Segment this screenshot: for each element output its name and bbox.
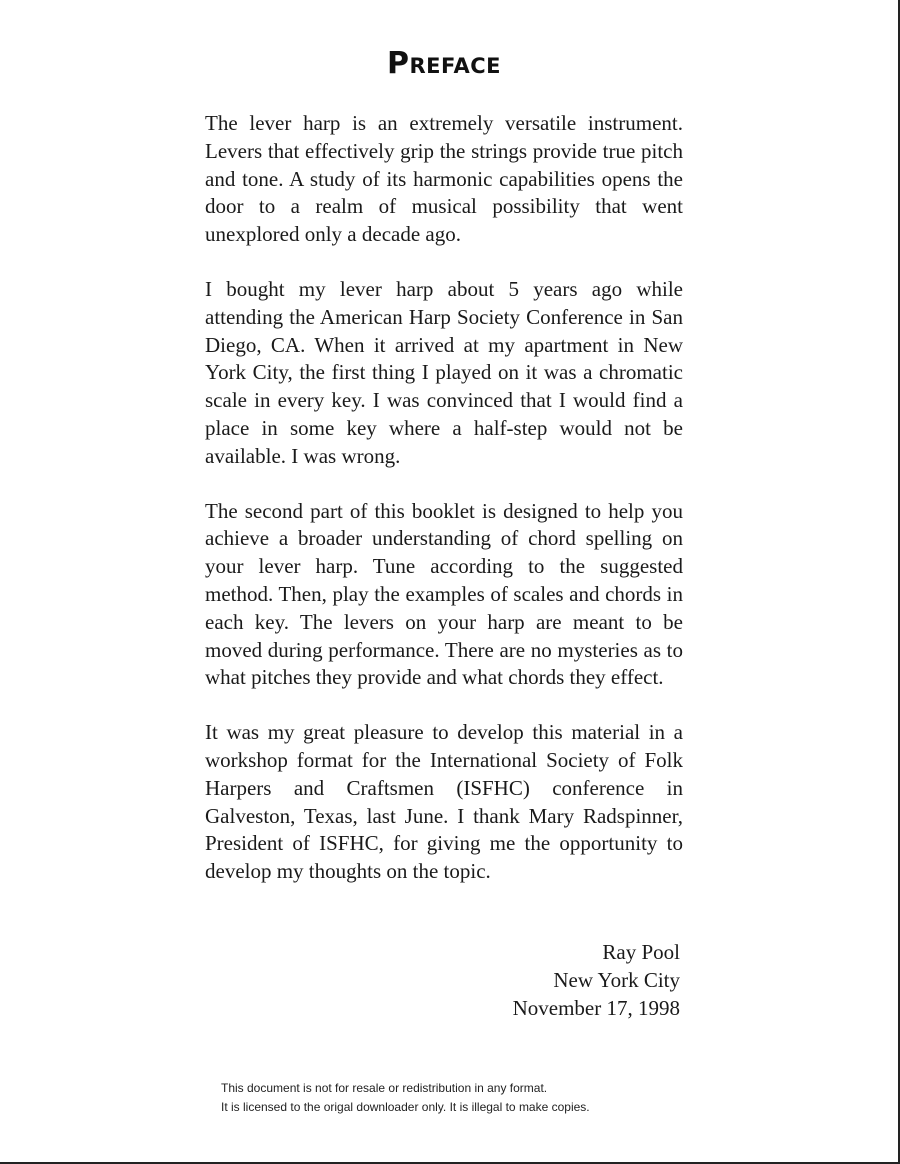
page-title: Preface: [387, 46, 501, 81]
paragraph-intro: The lever harp is an extremely versatile instrument. Levers that effectively grip the strings provide true pitch and tone. A study of its harmonic capabilities opens the door to a realm of musical possibility that went unexplored only a decade ago.: [205, 111, 683, 247]
paragraph-booklet: The second part of this booklet is designed to help you achieve a broader understanding of chord spelling on your lever harp. Tune according to the suggested method. Then, play the examples of scales and chords in each key. The levers on your harp are meant to be moved during performance. There are no mysteries as to what pitches they provide and what chords they effect.: [205, 498, 683, 690]
preface-body: [205, 110, 683, 913]
signature-date: November 17, 1998: [512, 996, 680, 1020]
signature-location: New York City: [553, 968, 680, 992]
paragraph-acknowledgement: It was my great pleasure to develop this material in a workshop format for the International Society of Folk Harpers and Craftsmen (ISFHC) conference in Galveston, Texas, last June. I thank Mary Radspinner, President of ISFHC, for giving me the opportunity to develop my thoughts on the topic.: [205, 720, 683, 884]
license-notice: [221, 1079, 590, 1117]
license-notice-line-1: This document is not for resale or redistribution in any format.: [221, 1081, 548, 1095]
license-notice-line-2: It is licensed to the origal downloader only. It is illegal to make copies.: [221, 1100, 590, 1114]
paragraph-purchase: I bought my lever harp about 5 years ago while attending the American Harp Society Conference in San Diego, CA. When it arrived at my apartment in New York City, the first thing I played on it was a chromatic scale in every key. I was convinced that I would find a place in some key where a half-step would not be available. I was wrong.: [205, 276, 683, 468]
signature-name: Ray Pool: [602, 940, 680, 964]
signature-block: [513, 938, 680, 1022]
